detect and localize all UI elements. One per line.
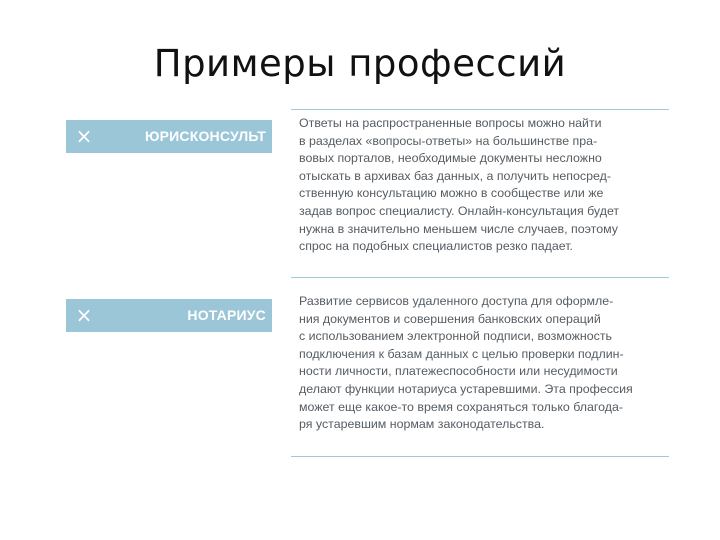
profession-tag-lawyer [66,120,272,153]
slide-title: Примеры профессий [153,42,567,85]
profession-label: НОТАРИУС [187,307,266,323]
description-line: задав вопрос специалисту. Онлайн-консультация будет [299,203,620,218]
description-line: ния документов и совершения банковских операций [299,311,601,326]
description-line: в разделах «вопросы-ответы» на большинстве пра- [299,133,598,148]
description-line: Ответы на распространенные вопросы можно найти [299,116,602,130]
description-line: Развитие сервисов удаленного доступа для оформле- [299,294,614,308]
description-line: ря устаревшим нормам законодательства. [299,417,545,432]
description-line: нужна в значительно меньшем числе случаев, поэтому [299,221,618,236]
description-line: подключения к базам данных с целью проверки подлин- [299,346,624,361]
divider-top [291,109,669,110]
divider-bottom [291,456,669,457]
description-line: может еще какое-то время сохраняться только благода- [299,399,623,414]
description-line: делают функции нотариуса устаревшими. Эта профессия [299,381,633,396]
profession-label: ЮРИСКОНСУЛЬТ [144,128,266,144]
profession-description-notary [299,293,674,434]
description-line: с использованием электронной подписи, возможность [299,329,612,344]
description-line: ственную консультацию можно в сообществе или же [299,186,604,201]
close-icon: × [75,303,93,327]
profession-description-lawyer [299,115,674,256]
description-line: ности личности, платежеспособности или несудимости [299,364,618,379]
description-line: спрос на подобных специалистов резко падает. [299,239,573,254]
close-icon: × [75,124,93,148]
description-line: вовых порталов, необходимые документы несложно [299,151,602,166]
description-line: отыскать в архивах баз данных, а получить непосред- [299,168,611,183]
divider-middle [291,277,669,278]
profession-tag-notary [66,299,272,332]
